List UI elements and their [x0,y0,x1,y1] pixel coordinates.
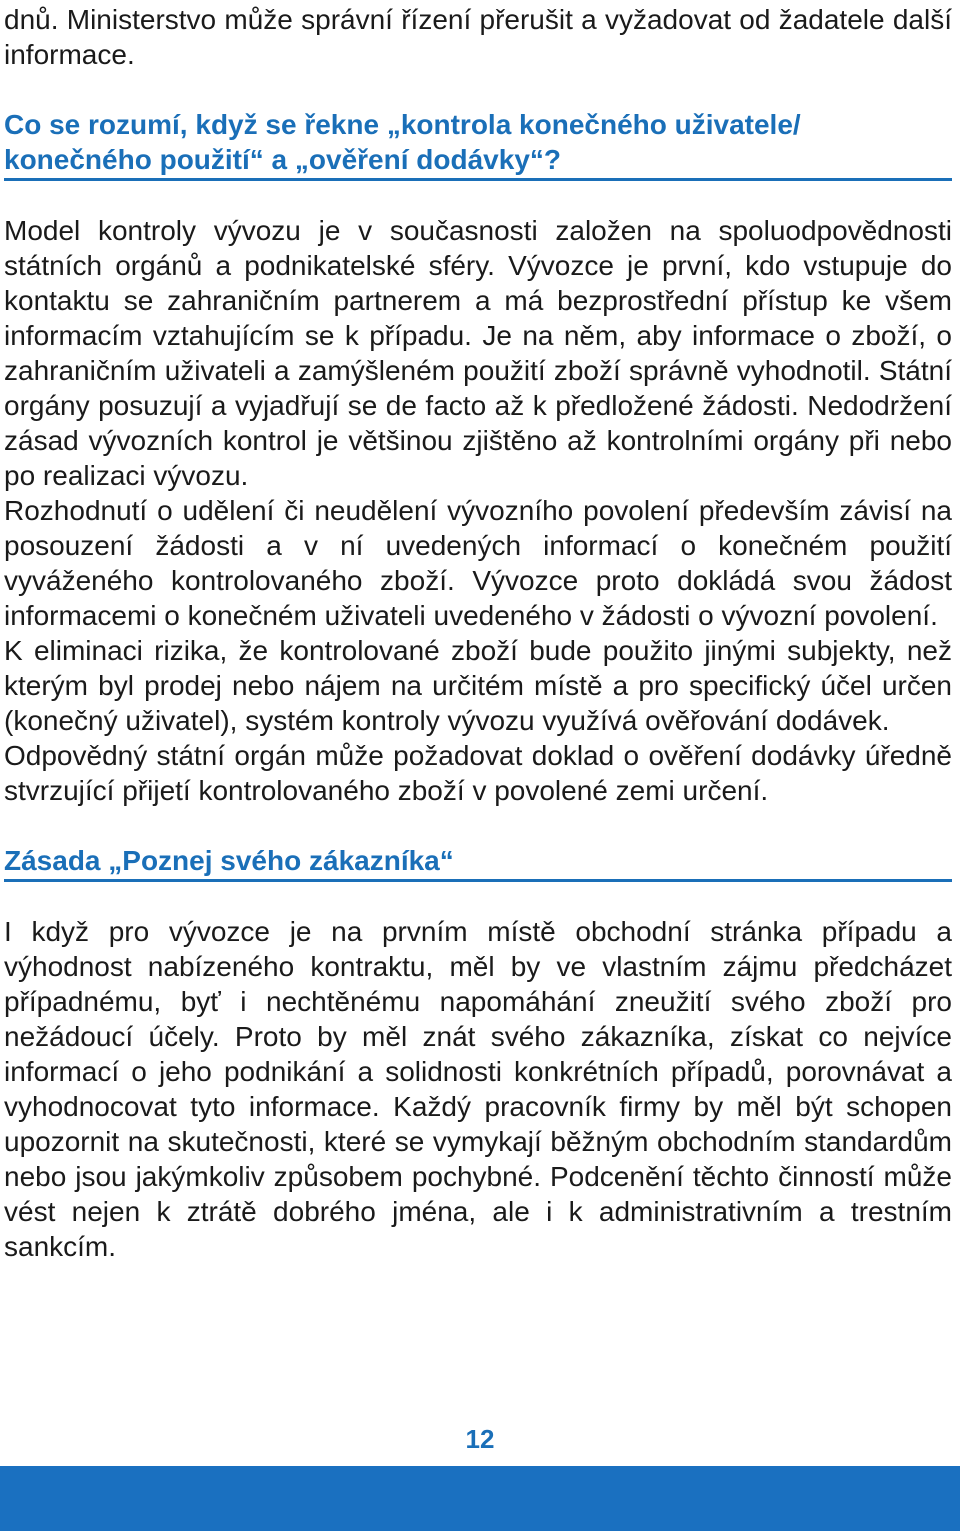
page-number: 12 [465,1424,495,1454]
footer-bar [0,1466,960,1531]
body-paragraph: K eliminaci rizika, že kontrolované zboží bude použito jinými subjekty, než kterým byl prodej nebo nájem na určitém místě a pro specifický účel určen (konečný uživatel), systém kontroly vývozu využívá ověřování dodávek. [4,635,952,736]
document-page [4,0,952,1264]
body-paragraph: Model kontroly vývozu je v současnosti založen na spoluodpovědnosti státních orgánů a podnikatelské sféry. Vývozce je první, kdo vstupuje do kontaktu se zahraničním partnerem a má bezprostřední přístup ke všem informacím vztahujícím se k případu. Je na něm, aby informace o zboží, o zahraničním uživateli a zamýšleném použití zboží správně vyhodnotil. Státní orgány posuzují a vyjadřují se de facto až k předložené žádosti. Nedodržení zásad vývozních kontrol je většinou zjištěno až kontrolními orgány při nebo po realizaci vývozu. [4,215,952,491]
section-heading-know-your-customer: Zásada „Poznej svého zákazníka“ [4,843,952,882]
section-heading-end-user-control: Co se rozumí, když se řekne „kontrola konečného uživatele/ konečného použití“ a „ověření dodávky“? [4,107,952,181]
body-paragraph: I když pro vývozce je na prvním místě obchodní stránka případu a výhodnost nabízeného kontraktu, měl by ve vlastním zájmu předcházet případnému, byť i nechtěnému napomáhání zneužití svého zboží pro nežádoucí účely. Proto by měl znát svého zákazníka, získat co nejvíce informací o jeho podnikání a solidnosti konkrétních případů, porovnávat a vyhodnocovat tyto informace. Každý pracovník firmy by měl být schopen upozornit na skutečnosti, které se vymykají běžným obchodním standardům nebo jsou jakýmkoliv způsobem pochybné. Podcenění těchto činností může vést nejen k ztrátě dobrého jména, ale i k administrativním a trestním sankcím. [4,916,952,1262]
body-paragraph: Odpovědný státní orgán může požadovat doklad o ověření dodávky úředně stvrzující přijetí kontrolovaného zboží v povolené zemi určení. [4,740,952,806]
body-paragraph: Rozhodnutí o udělení či neudělení vývozního povolení především závisí na posouzení žádosti a v ní uvedených informací o konečném použití vyváženého kontrolovaného zboží. Vývozce proto dokládá svou žádost informacemi o konečném uživateli uvedeného v žádosti o vývozní povolení. [4,495,952,631]
intro-paragraph: dnů. Ministerstvo může správní řízení přerušit a vyžadovat od žadatele další informace. [4,4,952,70]
